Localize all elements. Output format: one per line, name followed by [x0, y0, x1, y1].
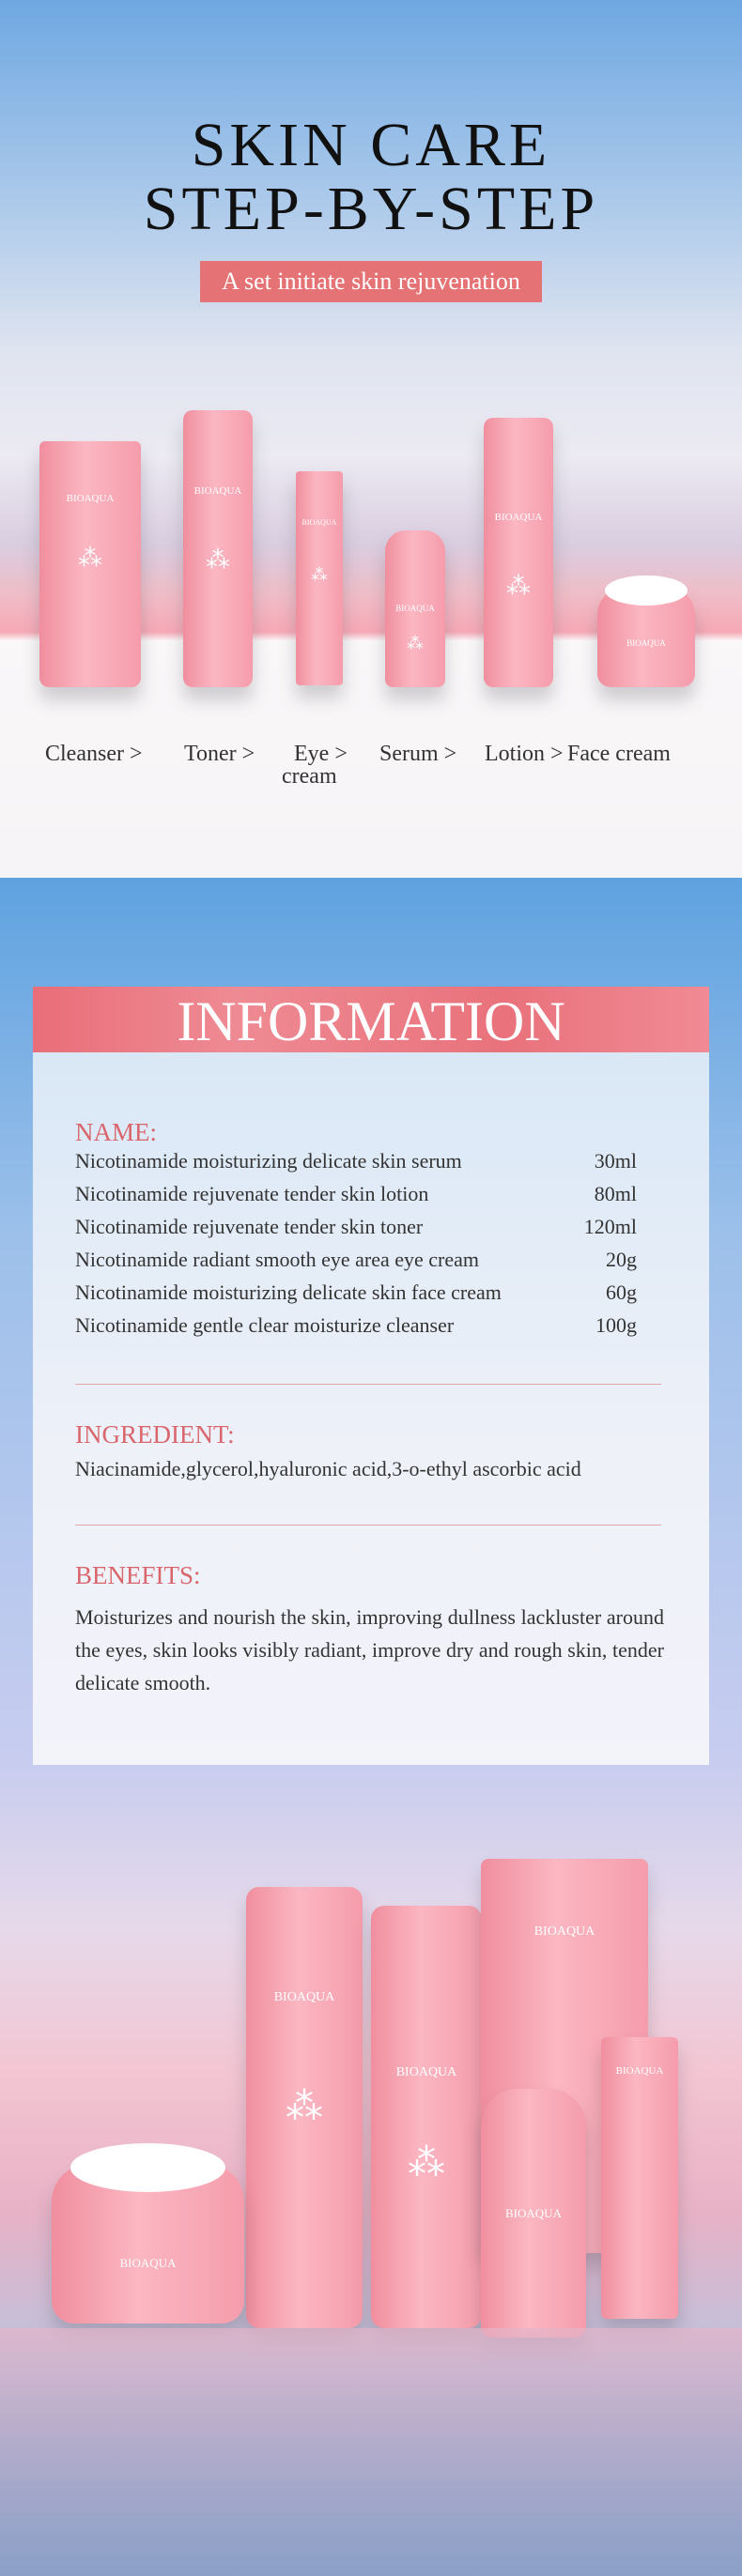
product-row: Nicotinamide radiant smooth eye area eye cream 20g	[75, 1248, 637, 1271]
molecule-icon: ⁂	[78, 544, 102, 572]
benefits-text: Moisturizes and nourish the skin, improving dullness lackluster around the eyes, skin looks visibly radiant, improve dry and rough skin, tender delicate smooth.	[75, 1605, 664, 1694]
cleanser-tube: BIOAQUA	[481, 1859, 648, 2253]
step-eye-cream: cream	[282, 764, 337, 789]
cleanser-tube: BIOAQUA ⁂	[39, 441, 141, 687]
product-showcase	[0, 1765, 742, 2576]
product-row: Nicotinamide rejuvenate tender skin lotion 80ml	[75, 1182, 637, 1205]
hero-section	[0, 0, 742, 878]
step-cleanser: Cleanser >	[45, 742, 143, 766]
step-lotion: Lotion >	[485, 742, 564, 766]
product-row: Nicotinamide moisturizing delicate skin face cream 60g	[75, 1280, 637, 1304]
molecule-icon: ⁂	[408, 2141, 445, 2184]
product-row: Nicotinamide moisturizing delicate skin serum 30ml	[75, 1149, 637, 1173]
divider	[75, 1384, 661, 1385]
divider	[75, 1525, 661, 1526]
molecule-icon: ⁂	[407, 634, 424, 652]
step-eye: Eye >	[294, 742, 348, 766]
ingredient-label: INGREDIENT:	[75, 1420, 235, 1449]
eye-cream-tube: BIOAQUA	[601, 2037, 678, 2319]
face-cream-jar: BIOAQUA	[52, 2164, 244, 2323]
step-toner: Toner >	[184, 742, 255, 766]
molecule-icon: ⁂	[286, 2085, 323, 2127]
cream-top	[70, 2143, 225, 2192]
toner-bottle: BIOAQUA ⁂	[246, 1887, 363, 2328]
lotion-bottle: BIOAQUA ⁂	[484, 418, 553, 687]
molecule-icon: ⁂	[206, 546, 230, 574]
toner-bottle: BIOAQUA ⁂	[183, 410, 253, 687]
step-face-cream: Face cream	[567, 742, 671, 766]
lotion-bottle: BIOAQUA ⁂	[371, 1906, 482, 2328]
step-serum: Serum >	[379, 742, 457, 766]
molecule-icon: ⁂	[506, 573, 531, 600]
ingredient-text: Niacinamide,glycerol,hyaluronic acid,3-o-ethyl ascorbic acid	[75, 1457, 581, 1480]
information-title: INFORMATION	[33, 987, 709, 1052]
information-panel	[33, 987, 709, 1765]
product-row: Nicotinamide gentle clear moisturize cleanser 100g	[75, 1313, 637, 1337]
molecule-icon: ⁂	[311, 565, 328, 584]
serum-dropper-bottle: BIOAQUA	[481, 2089, 586, 2338]
serum-dropper-bottle: BIOAQUA ⁂	[385, 530, 445, 687]
benefits-label: BENEFITS:	[75, 1561, 201, 1589]
product-row: Nicotinamide rejuvenate tender skin toner 120ml	[75, 1215, 637, 1238]
cream-top	[605, 575, 688, 606]
hero-title-line2: STEP-BY-STEP	[143, 175, 599, 243]
name-label: NAME:	[75, 1118, 157, 1146]
water-surface	[0, 2328, 742, 2576]
eye-cream-tube: BIOAQUA ⁂	[296, 471, 343, 685]
face-cream-jar: BIOAQUA	[597, 587, 695, 687]
subtitle-badge: A set initiate skin rejuvenation	[200, 261, 542, 302]
hero-title-line1: SKIN CARE	[191, 111, 551, 179]
